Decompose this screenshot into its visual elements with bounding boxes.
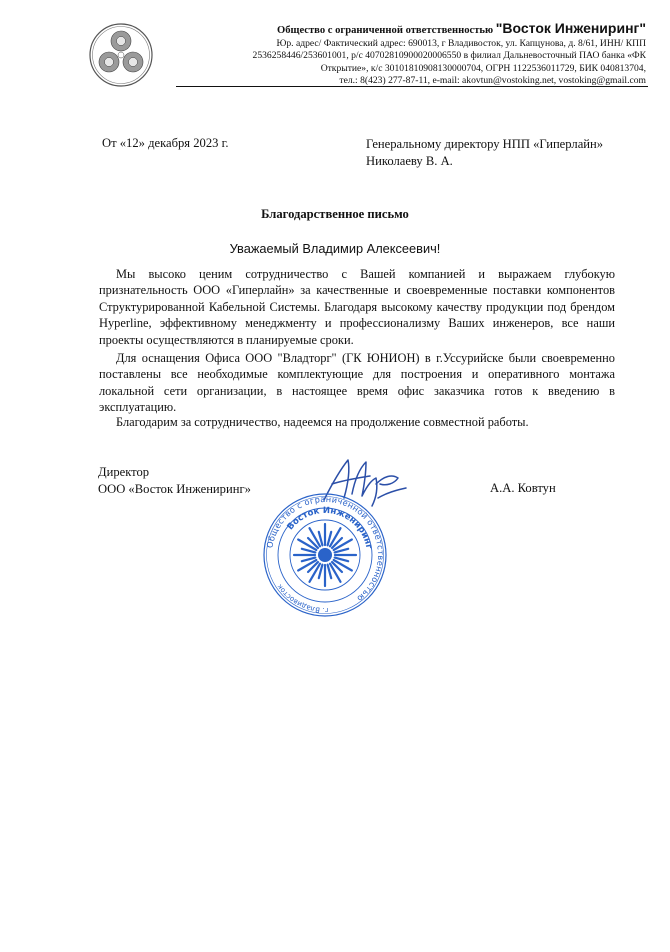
company-logo-icon [88,22,154,88]
letterhead [176,22,646,88]
signer-name: А.А. Ковтун [490,481,556,495]
header-divider [176,86,648,87]
letterhead-org [176,22,646,38]
addressee-block [366,136,603,170]
svg-text:г. Владивосток [276,583,329,614]
signature-block [98,464,251,498]
letter-greeting: Уважаемый Владимир Алексеевич! [229,241,441,256]
body-paragraph: Для оснащения Офиса ООО "Владторг" (ГК ЮНИОН) в г.Уссурийске были своевременно поставлены все необходимые комплектующие для построения и оперативного монтажа локальной сети организации, в настоящее время офис заказчика готов к введению в эксплуатацию. [99,351,615,415]
addressee-line: Николаеву В. А. [366,154,453,168]
letterhead-line: Юр. адрес/ Фактический адрес: 690013, г Владивосток, ул. Капцунова, д. 8/61, ИНН/ КПП [276,37,646,49]
stamp-inner-text: Восток Инжениринг [285,505,374,550]
org-name: "Восток Инжениринг" [495,20,646,36]
stamp-outer-text: Общество с ограниченной ответственностью [264,493,387,605]
body-paragraph: Благодарим за сотрудничество, надеемся на продолжение совместной работы. [116,415,529,429]
body-paragraph: Мы высоко ценим сотрудничество с Вашей компанией и выражаем глубокую признательность ООО «Гиперлайн» за качественные и своевременные поставки компонентов Структурированной Кабельной Системы. Благодаря высокому качеству продукции под брендом Hyperline, эффективному менеджменту и профессионализму Ваших инженеров, все наши проекты осуществляются в планируемые сроки. [99,267,615,347]
org-prefix: Общество с ограниченной ответственностью [276,25,496,36]
letterhead-line: 2536258446/253601001, р/с 40702810900020006550 в филиал Дальневосточный ПАО банка «ФК [252,50,646,62]
stamp-city-text: г. Владивосток [275,582,329,615]
letter-title: Благодарственное письмо [261,207,409,221]
company-stamp-icon [262,492,388,618]
letterhead-line: Открытие», к/с 30101810908130000704, ОГРН 1122536011729, БИК 040813704, [320,62,646,74]
signature-org: ООО «Восток Инжениринг» [98,482,251,496]
letterhead-line: тел.: 8(423) 277-87-11, e-mail: akovtun@vostoking.net, vostoking@gmail.com [339,75,646,87]
letter-date: От «12» декабря 2023 г. [102,136,229,150]
addressee-line: Генеральному директору НПП «Гиперлайн» [366,137,604,151]
signature-title: Директор [98,465,150,479]
